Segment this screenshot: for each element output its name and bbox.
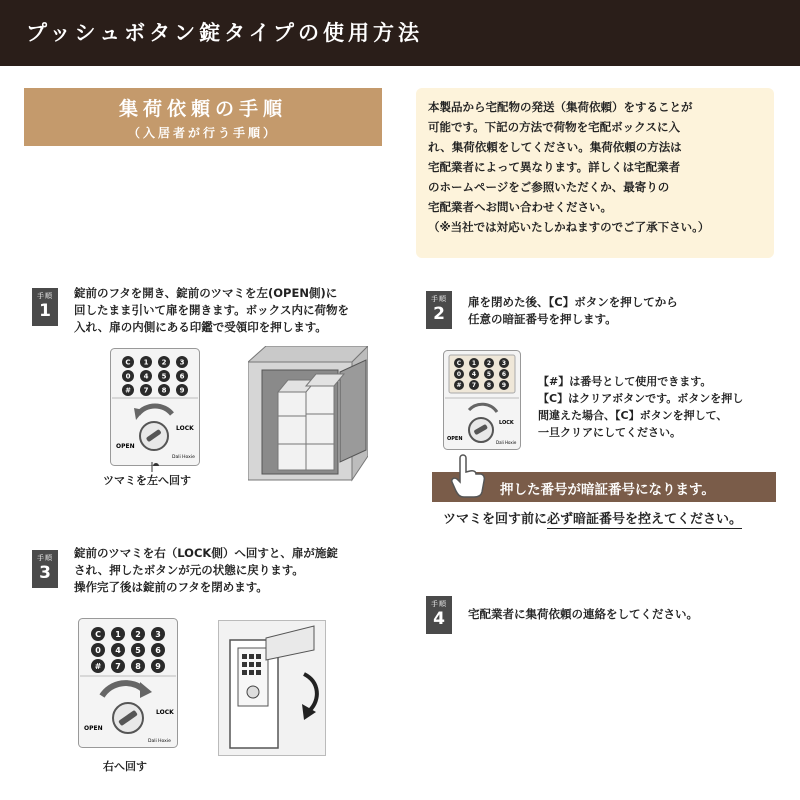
step-3-caption: 右へ回す (103, 760, 147, 773)
keypad-illustration-step1 (110, 348, 200, 466)
keypad-key-label: # (456, 382, 462, 390)
info-line: （※当社では対応いたしかねますのでご了承下さい。） (428, 220, 710, 234)
keypad-key-label: 3 (155, 629, 161, 639)
brand-label: Dali Hoxie (172, 455, 195, 460)
keypad-key-label: 0 (125, 372, 131, 381)
section-subtitle: （入居者が行う手順） (127, 126, 278, 140)
lock-label: LOCK (176, 425, 194, 432)
keypad-illustration-step3 (78, 618, 178, 748)
keypad-key-label: 1 (143, 358, 149, 367)
delivery-box-illustration (248, 346, 368, 482)
step-1-text: 錠前のフタを開き、錠前のツマミを左(OPEN側)に 回したまま引いて扉を開きます。ボックス内に荷物を 入れ、扉の内側にある印鑑で受領印を押します。 (74, 286, 349, 334)
keypad-key-label: C (95, 629, 101, 639)
keypad-key-label: 8 (486, 382, 492, 390)
keypad-illustration-step2 (443, 350, 521, 450)
warning-line (443, 508, 742, 527)
keypad-key-label: 7 (471, 382, 477, 390)
svg-text:LOCK: LOCK (156, 709, 174, 716)
info-line: 本製品から宅配物の発送（集荷依頼）をすることが (428, 100, 693, 114)
info-line: のホームページをご参照いただくか、最寄りの (428, 180, 670, 194)
keypad-key-label: C (456, 360, 462, 368)
keypad-key-label: # (125, 386, 131, 395)
step-1-caption: ツマミを左へ回す (103, 474, 191, 487)
keypad-key-label: 4 (115, 645, 121, 655)
keypad-key-label: 4 (143, 372, 149, 381)
section-title: 集荷依頼の手順 (118, 98, 287, 120)
keypad-key-label: 5 (135, 645, 141, 655)
keypad-key-label: 9 (179, 386, 185, 395)
pointing-hand-icon (448, 454, 488, 498)
page-title: プッシュボタン錠タイプの使用方法 (26, 21, 424, 45)
keypad-key-label: C (125, 358, 131, 367)
keypad-key-label: 3 (501, 360, 507, 368)
keypad-key-label: 2 (135, 629, 141, 639)
keypad-key-label: 8 (135, 661, 141, 671)
keypad-key-label: 9 (501, 382, 507, 390)
section-banner (24, 88, 382, 146)
keypad-key-label: 3 (179, 358, 185, 367)
step-4-badge: 手順 4 (426, 596, 452, 634)
keypad-key-label: 0 (95, 645, 101, 655)
keypad-key-label: 2 (161, 358, 167, 367)
svg-text:LOCK: LOCK (499, 420, 514, 426)
keypad-key-label: 7 (143, 386, 149, 395)
keypad-key-label: 6 (179, 372, 185, 381)
warning-prefix: ツマミを回す前に (443, 512, 548, 527)
step-2-note: 【#】は番号として使用できます。 【C】はクリアボタンです。ボタンを押し 間違えた場合、【C】ボタンを押して、 一旦クリアにしてください。 (538, 375, 744, 439)
warning-underlined: 必ず暗証番号を控えてください。 (547, 512, 743, 527)
step-1-badge: 手順 1 (32, 288, 58, 326)
step-4-text: 宅配業者に集荷依頼の連絡をしてください。 (468, 607, 698, 621)
step-2-badge: 手順 2 (426, 291, 452, 329)
info-box (416, 88, 774, 258)
keypad-key-label: 0 (456, 371, 462, 379)
info-line: 宅配業者へお問い合わせください。 (428, 200, 612, 214)
info-line: 可能です。下記の方法で荷物を宅配ボックスに入 (428, 120, 680, 134)
page-header (0, 0, 800, 66)
keypad-key-label: 9 (155, 661, 161, 671)
info-line: 宅配業者によって異なります。詳しくは宅配業者 (428, 160, 681, 174)
info-line: れ、集荷依頼をしてください。集荷依頼の方法は (428, 140, 682, 154)
step-3-badge: 手順 3 (32, 550, 58, 588)
keypad-key-label: 5 (486, 371, 492, 379)
highlight-text: 押した番号が暗証番号になります。 (500, 482, 715, 498)
svg-text:Dali Hoxie: Dali Hoxie (148, 739, 171, 744)
keypad-key-label: 8 (161, 386, 167, 395)
door-lock-illustration (218, 620, 326, 756)
keypad-key-label: 6 (155, 645, 161, 655)
open-label: OPEN (116, 443, 135, 450)
keypad-key-label: 1 (471, 360, 477, 368)
step-2-text: 扉を閉めた後、【C】ボタンを押してから 任意の暗証番号を押します。 (468, 295, 678, 326)
svg-text:Dali Hoxie: Dali Hoxie (496, 440, 517, 445)
keypad-key-label: 4 (471, 371, 477, 379)
keypad-key-label: # (94, 661, 102, 671)
step-3-text: 錠前のツマミを右（LOCK側）へ回すと、扉が施錠 され、押したボタンが元の状態に戻ります。 操作完了後は錠前のフタを閉めます。 (74, 546, 338, 594)
keypad-key-label: 1 (115, 629, 121, 639)
svg-text:OPEN: OPEN (84, 725, 103, 732)
keypad-key-label: 2 (486, 360, 492, 368)
keypad-key-label: 5 (161, 372, 167, 381)
svg-text:OPEN: OPEN (447, 436, 463, 442)
keypad-key-label: 6 (501, 371, 507, 379)
keypad-key-label: 7 (115, 661, 121, 671)
